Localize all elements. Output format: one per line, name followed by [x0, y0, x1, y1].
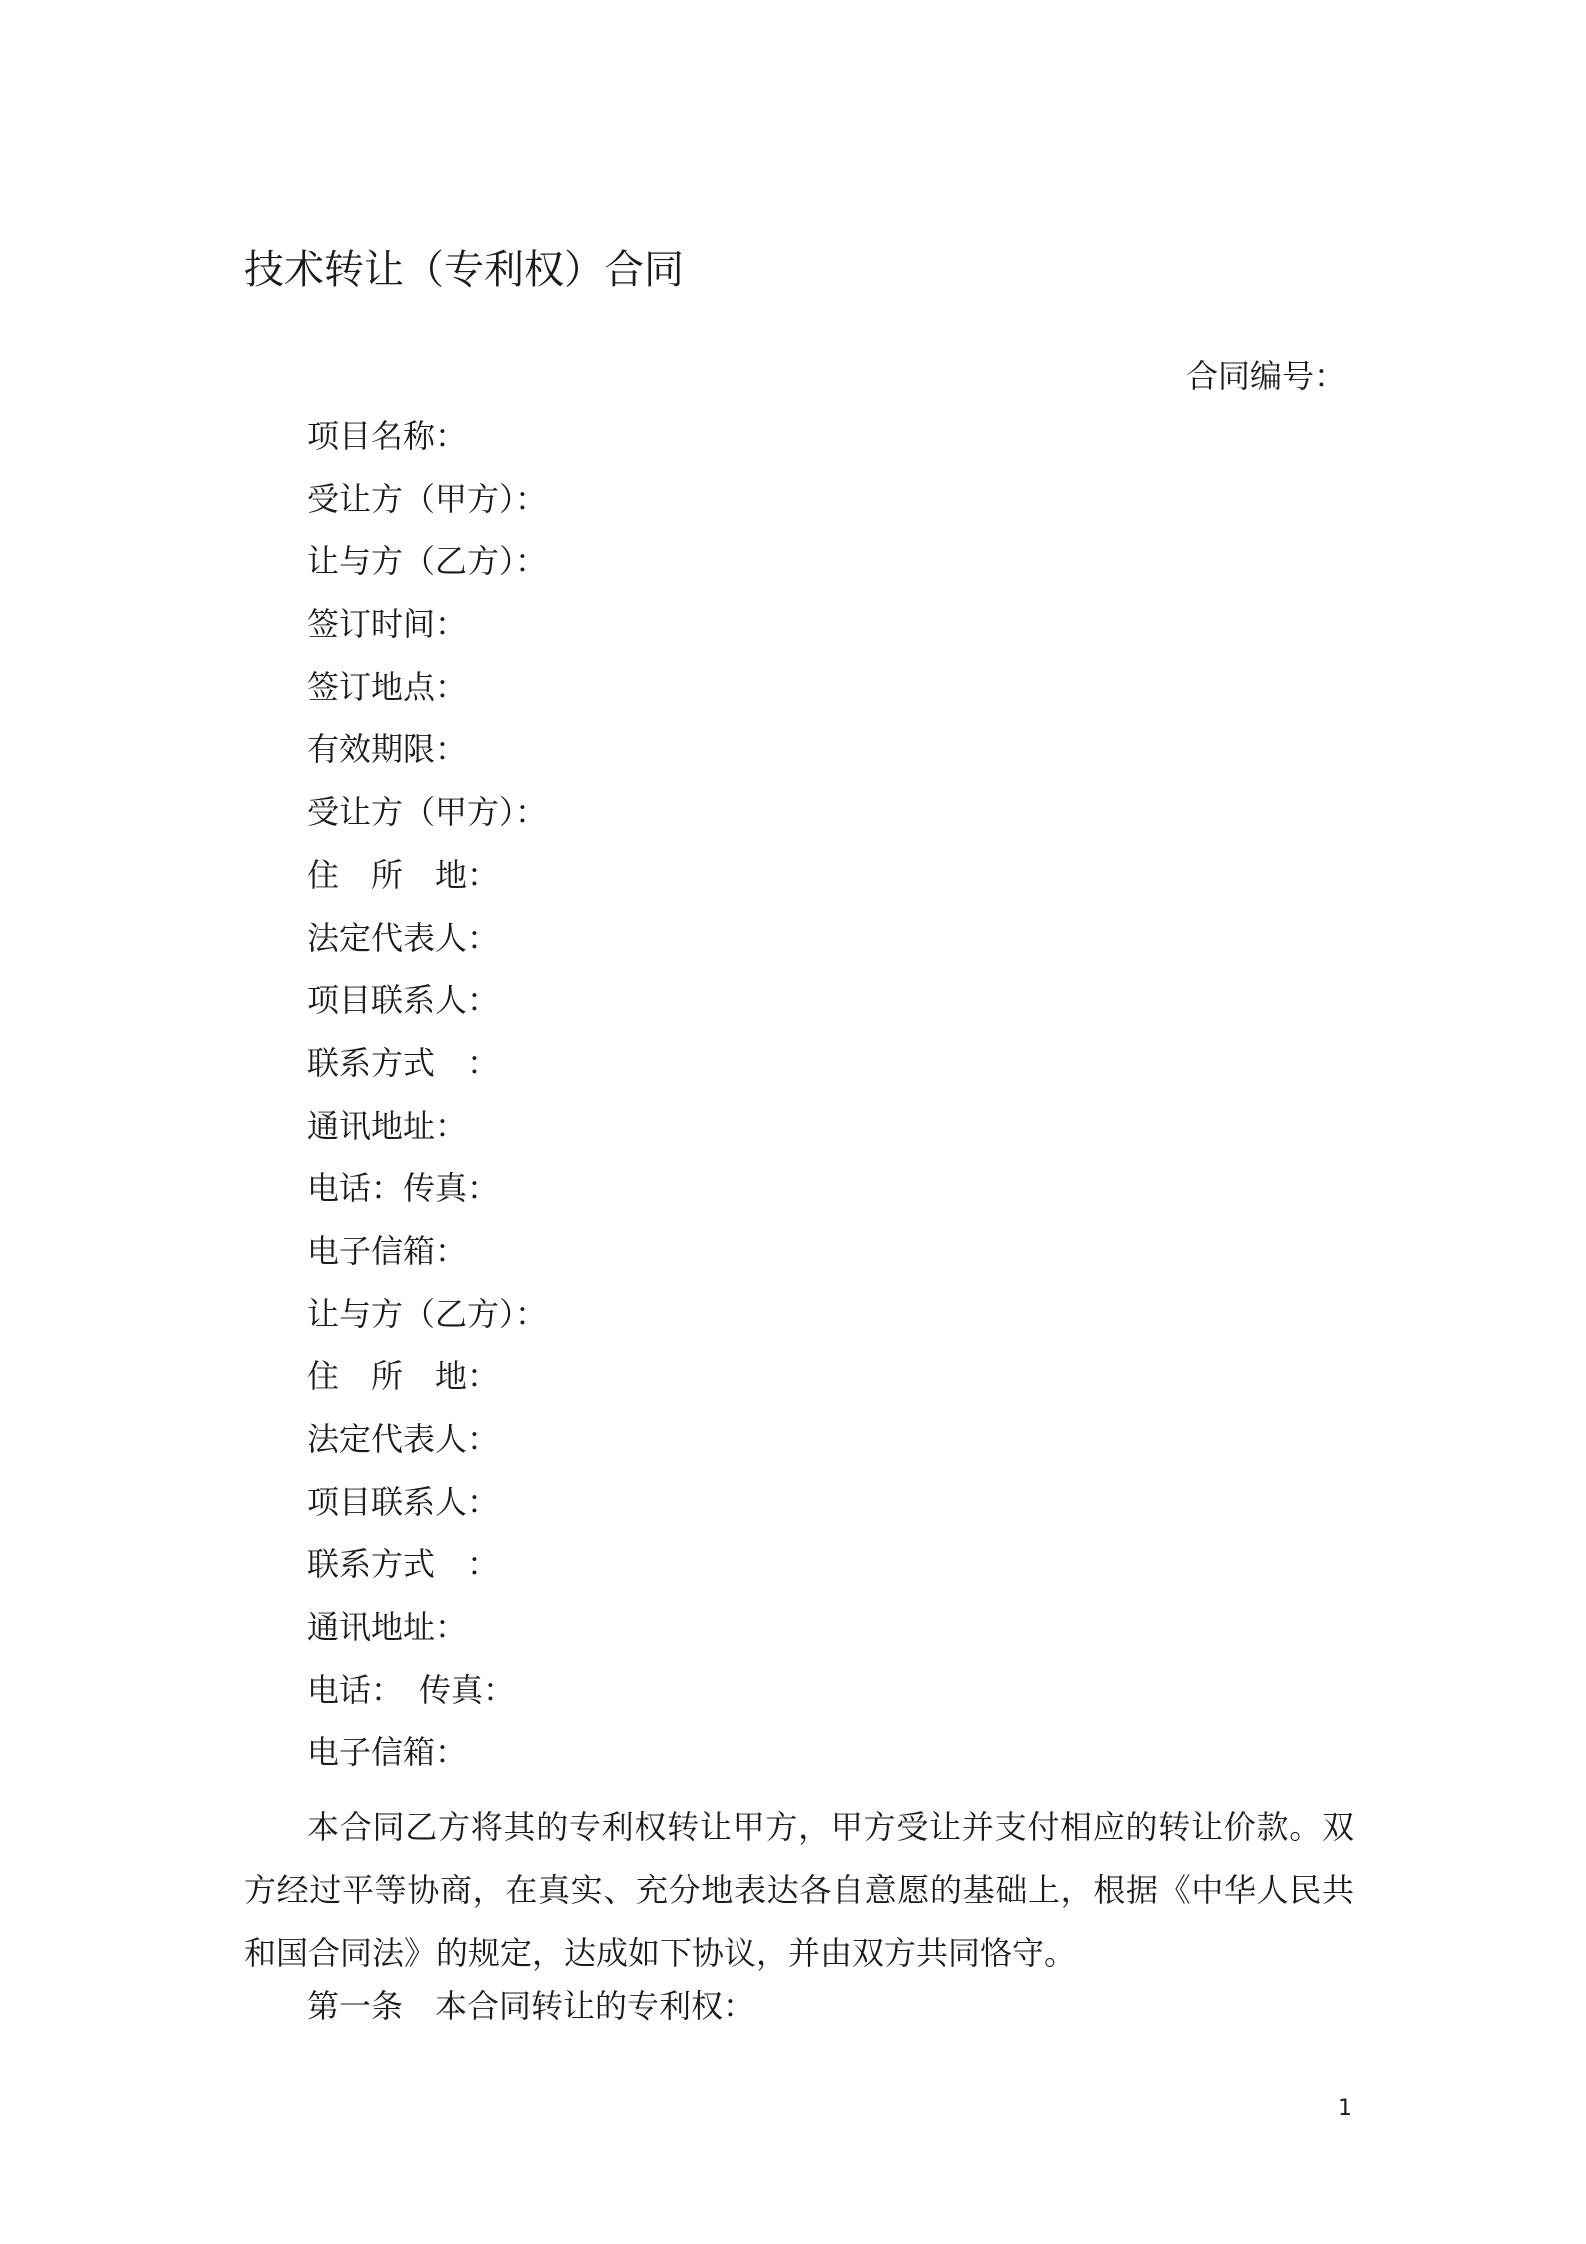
field-party-a-domicile: 住 所 地：	[307, 855, 500, 894]
field-party-b-phone-fax: 电话： 传真：	[307, 1670, 516, 1709]
field-signing-date: 签订时间：	[307, 605, 468, 644]
contract-number-label: 合同编号：	[1185, 357, 1346, 395]
field-party-a-contact-method: 联系方式 ：	[307, 1043, 500, 1082]
field-validity-period: 有效期限：	[307, 730, 468, 769]
intro-paragraph: 本合同乙方将其的专利权转让甲方，甲方受让并支付相应的转让价款。双方经过平等协商，在真实、充分地表达各自意愿的基础上，根据《中华人民共和国合同法》的规定，达成如下协议，并由双方共同恪守。	[244, 1808, 1354, 1972]
field-signing-place: 签订地点：	[307, 667, 468, 706]
page-number: 1	[1338, 2096, 1352, 2121]
field-party-a-mailing-address: 通讯地址：	[307, 1106, 468, 1145]
field-party-b-contact-method: 联系方式 ：	[307, 1545, 500, 1584]
field-party-a-legal-rep: 法定代表人：	[307, 918, 500, 957]
field-party-b-domicile: 住 所 地：	[307, 1357, 500, 1396]
field-party-a-phone-fax: 电话：传真：	[307, 1169, 500, 1208]
field-party-b-mailing-address: 通讯地址：	[307, 1608, 468, 1647]
field-party-a-email: 电子信箱：	[307, 1231, 468, 1270]
field-party-b-project-contact: 项目联系人：	[307, 1482, 500, 1521]
contract-fields-list	[307, 414, 547, 1793]
field-project-name: 项目名称：	[307, 417, 468, 455]
document-title: 技术转让（专利权）合同	[244, 247, 684, 293]
field-party-a-project-contact: 项目联系人：	[307, 981, 500, 1020]
field-party-a-heading: 受让方（甲方）：	[307, 793, 548, 832]
field-party-b-legal-rep: 法定代表人：	[307, 1420, 500, 1458]
field-party-b-email: 电子信箱：	[307, 1733, 468, 1772]
field-transferee: 受让方（甲方）：	[307, 479, 548, 518]
field-transferor: 让与方（乙方）：	[307, 542, 548, 581]
field-party-b-heading: 让与方（乙方）：	[307, 1294, 548, 1333]
article-1-heading: 第一条 本合同转让的专利权：	[307, 1987, 756, 2025]
